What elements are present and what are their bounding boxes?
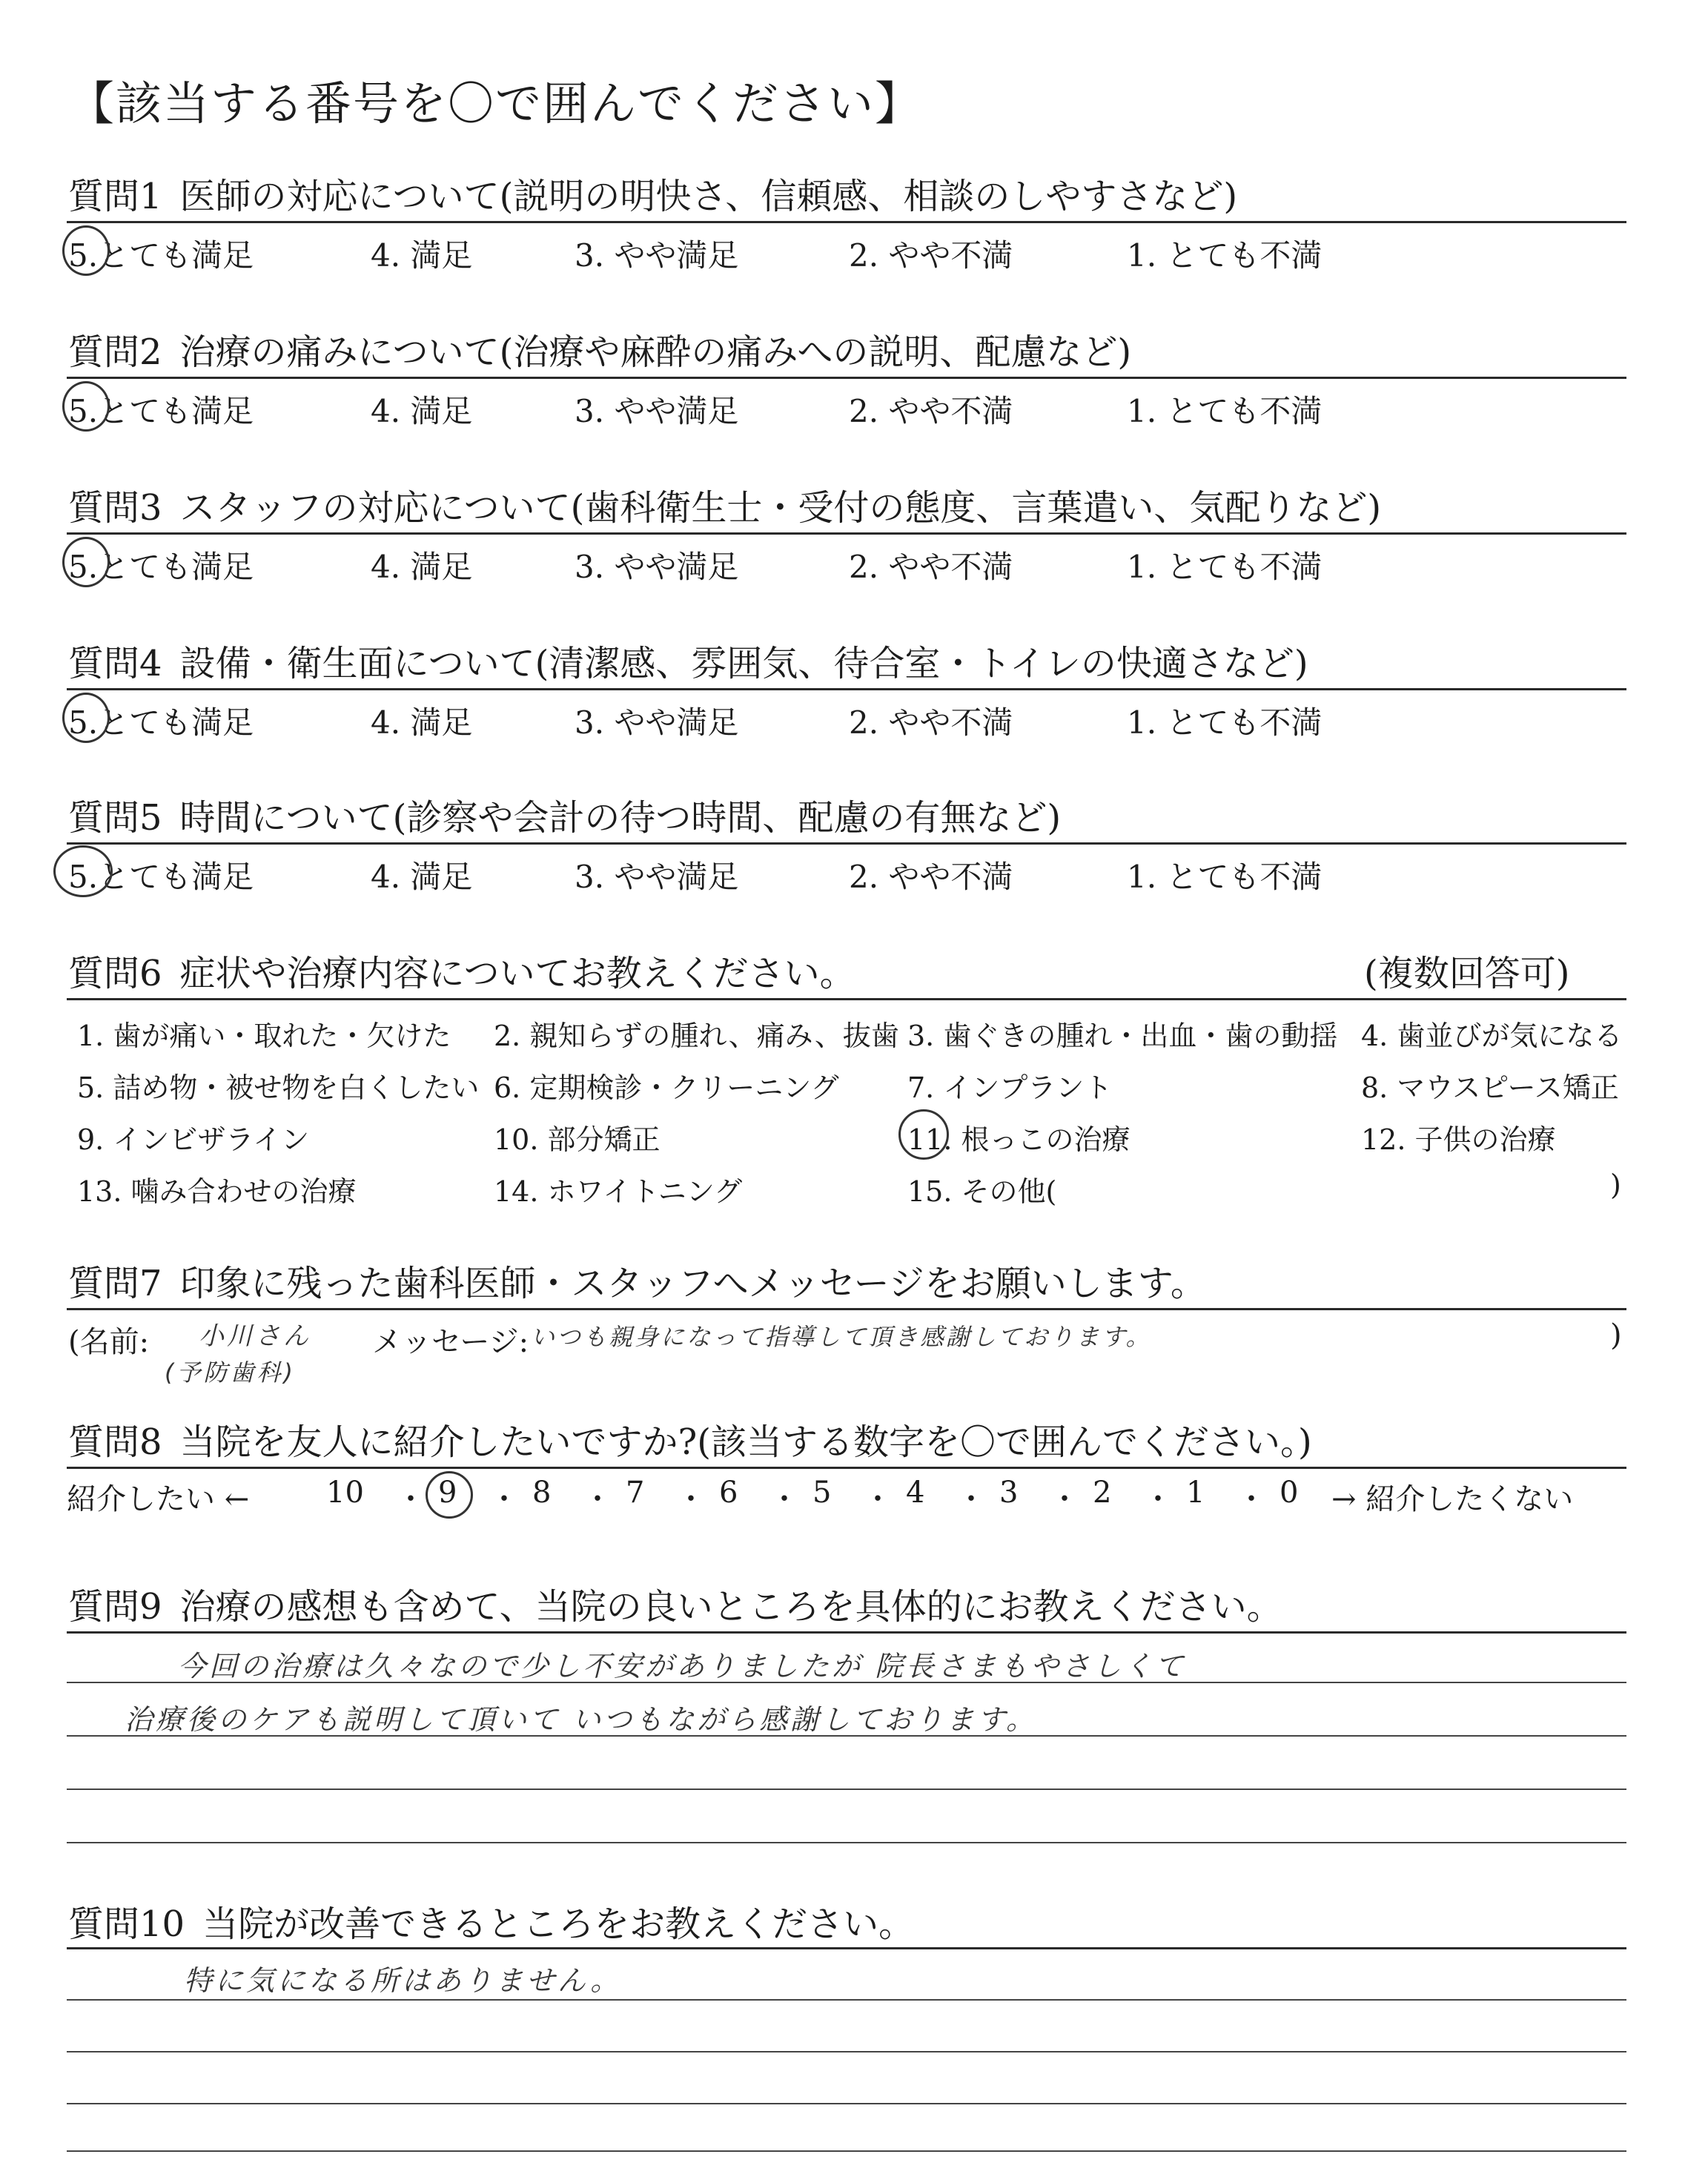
- q3-option-5[interactable]: 5.とても満足: [68, 549, 254, 585]
- question-5-rule: [67, 842, 1626, 845]
- answer-line: [67, 2051, 1626, 2052]
- question-9-title: [68, 1578, 1282, 1629]
- q2-selected-circle: [62, 381, 110, 432]
- q1-option-2[interactable]: 2. やや不満: [849, 237, 1013, 274]
- q6-item-14[interactable]: 14. ホワイトニング: [494, 1175, 743, 1208]
- q6-other-close-paren: ): [1610, 1169, 1621, 1201]
- q6-item-1[interactable]: 1. 歯が痛い・取れた・欠けた: [77, 1020, 451, 1052]
- q5-option-4[interactable]: 4. 満足: [371, 859, 473, 895]
- q2-option-5[interactable]: 5.とても満足: [68, 393, 254, 429]
- question-8-text: 当院を友人に紹介したいですか?(該当する数字を〇で囲んでください。): [179, 1421, 1312, 1463]
- q8-dot: ・: [1237, 1482, 1266, 1516]
- q3-option-3[interactable]: 3. やや満足: [575, 549, 739, 585]
- question-2-label: 質問2: [68, 331, 162, 373]
- question-1-rule: [67, 221, 1626, 223]
- q7-close-paren: ): [1610, 1318, 1622, 1353]
- question-2-title: [68, 323, 1131, 374]
- q8-scale-8[interactable]: 8: [532, 1476, 552, 1510]
- q7-message-label: メッセージ:: [372, 1325, 529, 1359]
- q7-name-sub: (予防歯科): [165, 1358, 296, 1387]
- question-8-label: 質問8: [68, 1421, 162, 1463]
- question-7-label: 質問7: [68, 1263, 162, 1304]
- question-9-rule: [67, 1631, 1626, 1634]
- question-3-rule: [67, 532, 1626, 535]
- q8-dot: ・: [583, 1482, 612, 1516]
- q6-item-6[interactable]: 6. 定期検診・クリーニング: [494, 1071, 839, 1104]
- question-2-rule: [67, 377, 1626, 379]
- q6-item-7[interactable]: 7. インプラント: [907, 1071, 1113, 1104]
- q8-scale-0[interactable]: 0: [1280, 1476, 1299, 1510]
- question-6-title: [68, 945, 855, 996]
- q6-item-13[interactable]: 13. 噛み合わせの治療: [77, 1175, 357, 1208]
- q9-answer-line-2[interactable]: 治療後のケアも説明して頂いて いつもながら感謝しております。: [125, 1703, 1038, 1736]
- q8-scale-10[interactable]: 10: [326, 1476, 364, 1510]
- q8-dot: ・: [676, 1482, 706, 1516]
- question-4-text: 設備・衛生面について(清潔感、雰囲気、待合室・トイレの快適さなど): [179, 643, 1308, 684]
- q8-dot: ・: [956, 1482, 986, 1516]
- question-6-rule: [67, 998, 1626, 1000]
- q10-answer-line-1[interactable]: 特に気になる所はありません。: [184, 1964, 622, 1997]
- q1-option-4[interactable]: 4. 満足: [371, 237, 473, 274]
- q3-option-2[interactable]: 2. やや不満: [849, 549, 1013, 585]
- q4-option-1[interactable]: 1. とても不満: [1127, 704, 1323, 741]
- answer-line: [67, 1789, 1626, 1790]
- answer-line: [67, 1999, 1626, 2001]
- form-header: 【該当する番号を〇で囲んでください】: [68, 76, 923, 131]
- q7-name-value[interactable]: 小川さん: [199, 1321, 311, 1351]
- q8-scale-2[interactable]: 2: [1093, 1476, 1112, 1510]
- question-5-label: 質問5: [68, 797, 162, 839]
- question-4-label: 質問4: [68, 643, 162, 684]
- question-5-title: [68, 789, 1061, 840]
- q8-scale-4[interactable]: 4: [906, 1476, 925, 1510]
- q8-left-label: 紹介したい ←: [67, 1482, 250, 1516]
- question-4-title: [68, 635, 1308, 686]
- question-6-text: 症状や治療内容についてお教えください。: [179, 953, 855, 994]
- q9-answer-line-1[interactable]: 今回の治療は久々なので少し不安がありましたが 院長さまもやさしくて: [178, 1650, 1187, 1682]
- question-10-title: [68, 1895, 914, 1946]
- question-1-label: 質問1: [68, 176, 162, 217]
- q5-option-1[interactable]: 1. とても不満: [1127, 859, 1323, 895]
- q4-option-4[interactable]: 4. 満足: [371, 704, 473, 741]
- q8-dot: ・: [769, 1482, 799, 1516]
- q1-option-1[interactable]: 1. とても不満: [1127, 237, 1323, 274]
- question-5-text: 時間について(診察や会計の待つ時間、配慮の有無など): [179, 797, 1062, 839]
- q6-item-5[interactable]: 5. 詰め物・被せ物を白くしたい: [77, 1071, 480, 1104]
- q8-dot: ・: [396, 1482, 426, 1516]
- question-1-title: [68, 168, 1237, 219]
- q6-item-11[interactable]: 11. 根っこの治療: [907, 1123, 1131, 1156]
- q6-item-9[interactable]: 9. インビザライン: [77, 1123, 310, 1156]
- q8-dot: ・: [489, 1482, 519, 1516]
- question-8-title: [68, 1413, 1312, 1464]
- question-7-text: 印象に残った歯科医師・スタッフへメッセージをお願いします。: [179, 1263, 1206, 1304]
- q6-item-2[interactable]: 2. 親知らずの腫れ、痛み、抜歯: [494, 1020, 899, 1052]
- question-2-text: 治療の痛みについて(治療や麻酔の痛みへの説明、配慮など): [179, 331, 1132, 373]
- q8-dot: ・: [863, 1482, 893, 1516]
- q8-scale-6[interactable]: 6: [719, 1476, 738, 1510]
- q4-selected-circle: [62, 693, 110, 743]
- question-3-title: [68, 479, 1381, 530]
- question-3-label: 質問3: [68, 487, 162, 529]
- question-1-text: 医師の対応について(説明の明快さ、信頼感、相談のしやすさなど): [179, 176, 1238, 217]
- q2-option-1[interactable]: 1. とても不満: [1127, 393, 1323, 429]
- question-4-rule: [67, 688, 1626, 690]
- q8-selected-circle: [426, 1471, 473, 1519]
- q5-option-2[interactable]: 2. やや不満: [849, 859, 1013, 895]
- question-9-label: 質問9: [68, 1586, 162, 1628]
- answer-line: [67, 2103, 1626, 2104]
- q8-scale-9[interactable]: 9: [438, 1476, 457, 1510]
- q4-option-2[interactable]: 2. やや不満: [849, 704, 1013, 741]
- q7-name-label: (名前:: [68, 1325, 150, 1359]
- q6-item-8[interactable]: 8. マウスピース矯正: [1361, 1071, 1619, 1104]
- answer-line: [67, 2150, 1626, 2152]
- q4-option-5[interactable]: 5.とても満足: [68, 704, 254, 741]
- q2-option-4[interactable]: 4. 満足: [371, 393, 473, 429]
- q5-selected-circle: [53, 845, 113, 897]
- q8-right-label: → 紹介したくない: [1331, 1482, 1574, 1516]
- q8-dot: ・: [1050, 1482, 1079, 1516]
- q6-item-15[interactable]: 15. その他(: [907, 1175, 1057, 1208]
- answer-line: [67, 1842, 1626, 1843]
- q6-item-3[interactable]: 3. 歯ぐきの腫れ・出血・歯の動揺: [907, 1020, 1338, 1052]
- question-9-text: 治療の感想も含めて、当院の良いところを具体的にお教えください。: [179, 1586, 1282, 1628]
- q8-scale-3[interactable]: 3: [999, 1476, 1019, 1510]
- q3-option-1[interactable]: 1. とても不満: [1127, 549, 1323, 585]
- q8-dot: ・: [1143, 1482, 1173, 1516]
- question-7-title: [68, 1255, 1206, 1306]
- question-6-label: 質問6: [68, 953, 162, 994]
- question-3-text: スタッフの対応について(歯科衛生士・受付の態度、言葉遣い、気配りなど): [179, 487, 1382, 529]
- q7-message-value[interactable]: いつも親身になって指導して頂き感謝しております。: [531, 1323, 1152, 1351]
- q8-scale-5[interactable]: 5: [812, 1476, 832, 1510]
- q8-scale-7[interactable]: 7: [626, 1476, 645, 1510]
- question-8-rule: [67, 1467, 1626, 1469]
- question-10-rule: [67, 1947, 1626, 1949]
- question-10-text: 当院が改善できるところをお教えください。: [202, 1903, 915, 1945]
- q5-option-5[interactable]: 5.とても満足: [68, 859, 254, 895]
- q1-selected-circle: [62, 225, 110, 276]
- q4-option-3[interactable]: 3. やや満足: [575, 704, 739, 741]
- q1-option-3[interactable]: 3. やや満足: [575, 237, 739, 274]
- q3-option-4[interactable]: 4. 満足: [371, 549, 473, 585]
- q2-option-3[interactable]: 3. やや満足: [575, 393, 739, 429]
- q8-scale-1[interactable]: 1: [1186, 1476, 1205, 1510]
- q3-selected-circle: [62, 537, 110, 587]
- q1-option-5[interactable]: 5.とても満足: [68, 237, 254, 274]
- q6-item-10[interactable]: 10. 部分矯正: [494, 1123, 661, 1156]
- q6-item-4[interactable]: 4. 歯並びが気になる: [1361, 1020, 1623, 1052]
- question-10-label: 質問10: [68, 1903, 185, 1945]
- q2-option-2[interactable]: 2. やや不満: [849, 393, 1013, 429]
- q6-item-12[interactable]: 12. 子供の治療: [1361, 1123, 1556, 1156]
- q6-selected-circle: [898, 1109, 949, 1160]
- question-6-note: (複数回答可): [1364, 953, 1570, 994]
- q5-option-3[interactable]: 3. やや満足: [575, 859, 739, 895]
- question-7-rule: [67, 1308, 1626, 1310]
